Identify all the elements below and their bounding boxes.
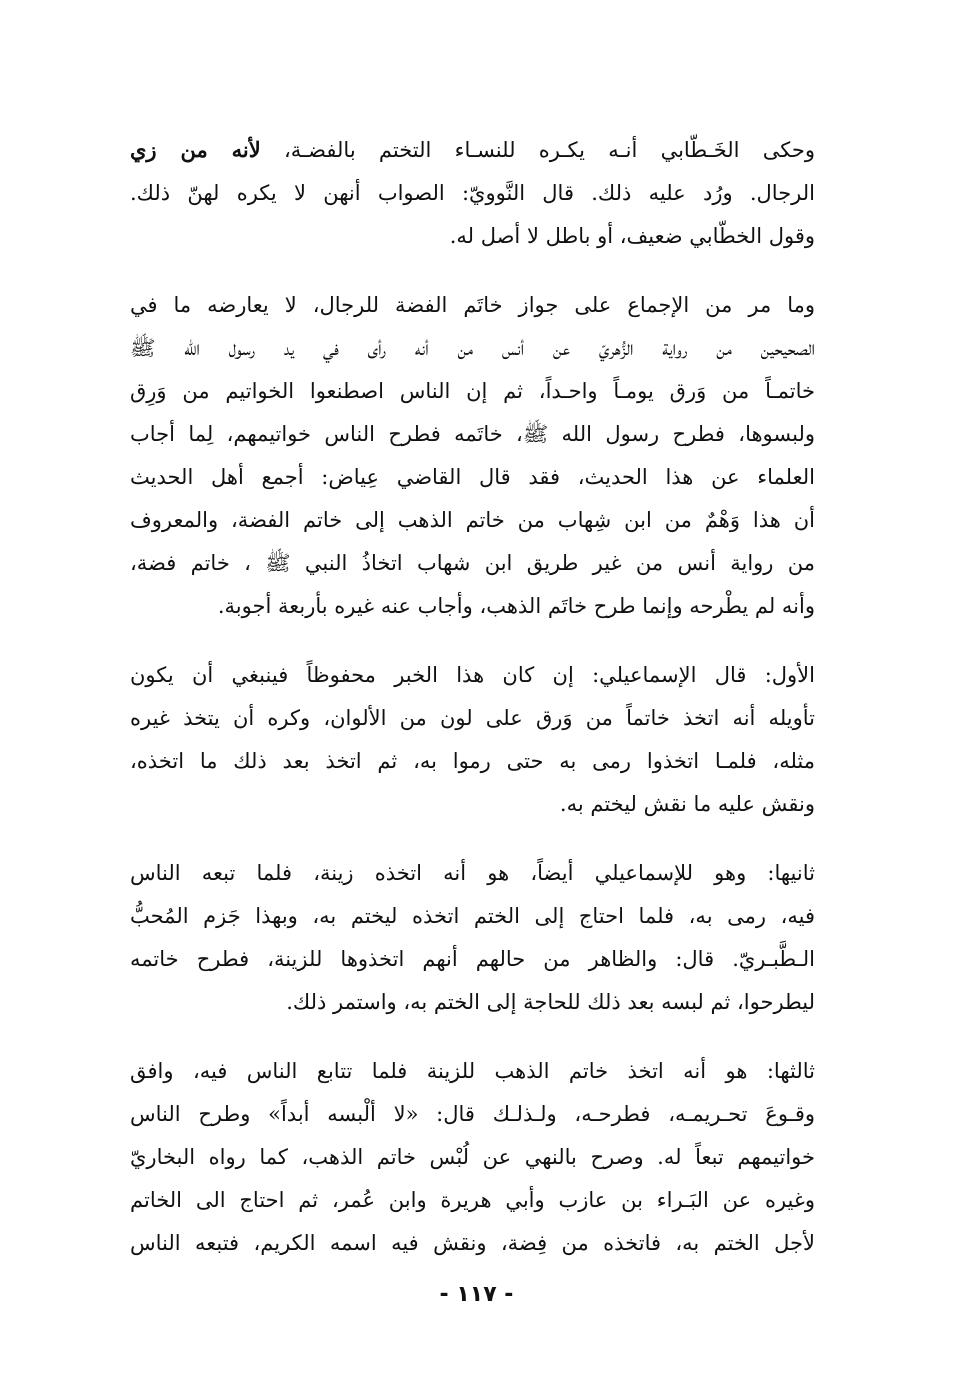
paragraph-2 (130, 284, 815, 628)
paragraph-1 (130, 128, 815, 258)
text-line: وغيره عن البَـراء بن عازب وأبي هريرة وابن عُمر، ثم احتاج الى الخاتم (130, 1188, 815, 1212)
text-line: وقول الخطّابي ضعيف، أو باطل لا أصل له. (449, 224, 815, 248)
text-line: أن هذا وَهْمٌ من ابن شِهاب من خاتم الذهب إلى خاتم الفضة، والمعروف (130, 508, 815, 532)
text-line: الصحيحين من رواية الزُّهريّ عن أنس من أنه رأى في يد رسول الله ﷺ (130, 336, 815, 360)
text-line (130, 128, 815, 172)
text-segment: وحكى الخَـطّابي أنـه يكـره للنسـاء التختم بالفضـة، (260, 138, 815, 162)
paragraph-4 (130, 852, 815, 1024)
text-line: مثله، فلمـا اتخذوا رمى به حتى رموا به، ثم اتخذ بعد ذلك ما اتخذه، (130, 749, 815, 773)
page-number: - ١١٧ - (439, 1282, 514, 1307)
text-line: الرجال. ورُد عليه ذلك. قال النَّوويّ: الصواب أنهن لا يكره لهنّ ذلك. (130, 181, 815, 205)
paragraph-5 (130, 1050, 815, 1265)
text-line: تأويله أنه اتخذ خاتماً من وَرق على لون من الألوان، وكره أن يتخذ غيره (130, 706, 815, 730)
text-line: ولبسوها، فطرح رسول الله ﷺ، خاتَمه فطرح الناس خواتيمهم، لِما أجاب (130, 422, 815, 446)
paragraph-3 (130, 654, 815, 826)
text-line: ثانيها: وهو للإسماعيلي أيضاً، هو أنه اتخذه زينة، فلما تبعه الناس (130, 861, 815, 885)
page-body (130, 128, 815, 1265)
text-line: ونقش عليه ما نقش ليختم به. (559, 792, 815, 816)
text-line: ليطرحوا، ثم لبسه بعد ذلك للحاجة إلى الختم به، واستمر ذلك. (286, 990, 815, 1014)
text-line: من رواية أنس من غير طريق ابن شهاب اتخاذُ النبي ﷺ ، خاتم فضة، (130, 551, 815, 575)
text-line: وقـوعَ تحـريمـه، فطرحـه، ولـذلـك قال: «لا ألْبسه أبداً» وطرح الناس (130, 1102, 815, 1126)
text-line: لأجل الختم به، فاتخذه من فِضة، ونقش فيه اسمه الكريم، فتبعه الناس (130, 1231, 815, 1255)
text-line: ثالثها: هو أنه اتخذ خاتم الذهب للزينة فلما تتابع الناس فيه، وافق (130, 1059, 815, 1083)
text-line: خواتيمهم تبعاً له. وصرح بالنهي عن لُبْس خاتم الذهب، كما رواه البخاريّ (130, 1145, 815, 1169)
text-line: الـطَّبـريّ. قال: والظاهر من حالهم أنهم اتخذوها للزينة، فطرح خاتمه (130, 947, 815, 971)
text-line: العلماء عن هذا الحديث، فقد قال القاضي عِياض: أجمع أهل الحديث (130, 465, 815, 489)
text-line: وما مر من الإجماع على جواز خاتَم الفضة للرجال، لا يعارضه ما في (130, 293, 815, 317)
text-line: وأنه لم يطْرحه وإنما طرح خاتَم الذهب، وأجاب عنه غيره بأربعة أجوبة. (217, 594, 815, 618)
text-line: خاتمـاً من وَرق يومـاً واحـداً، ثم إن الناس اصطنعوا الخواتيم من وَرِق (130, 379, 815, 403)
text-line: الأول: قال الإسماعيلي: إن كان هذا الخبر محفوظاً فينبغي أن يكون (130, 663, 815, 687)
text-line: فيه، رمى به، فلما احتاج إلى الختم اتخذه ليختم به، وبهذا جَزم المُحبُّ (130, 904, 815, 928)
bold-text-segment: لأنه من زي (130, 137, 261, 162)
